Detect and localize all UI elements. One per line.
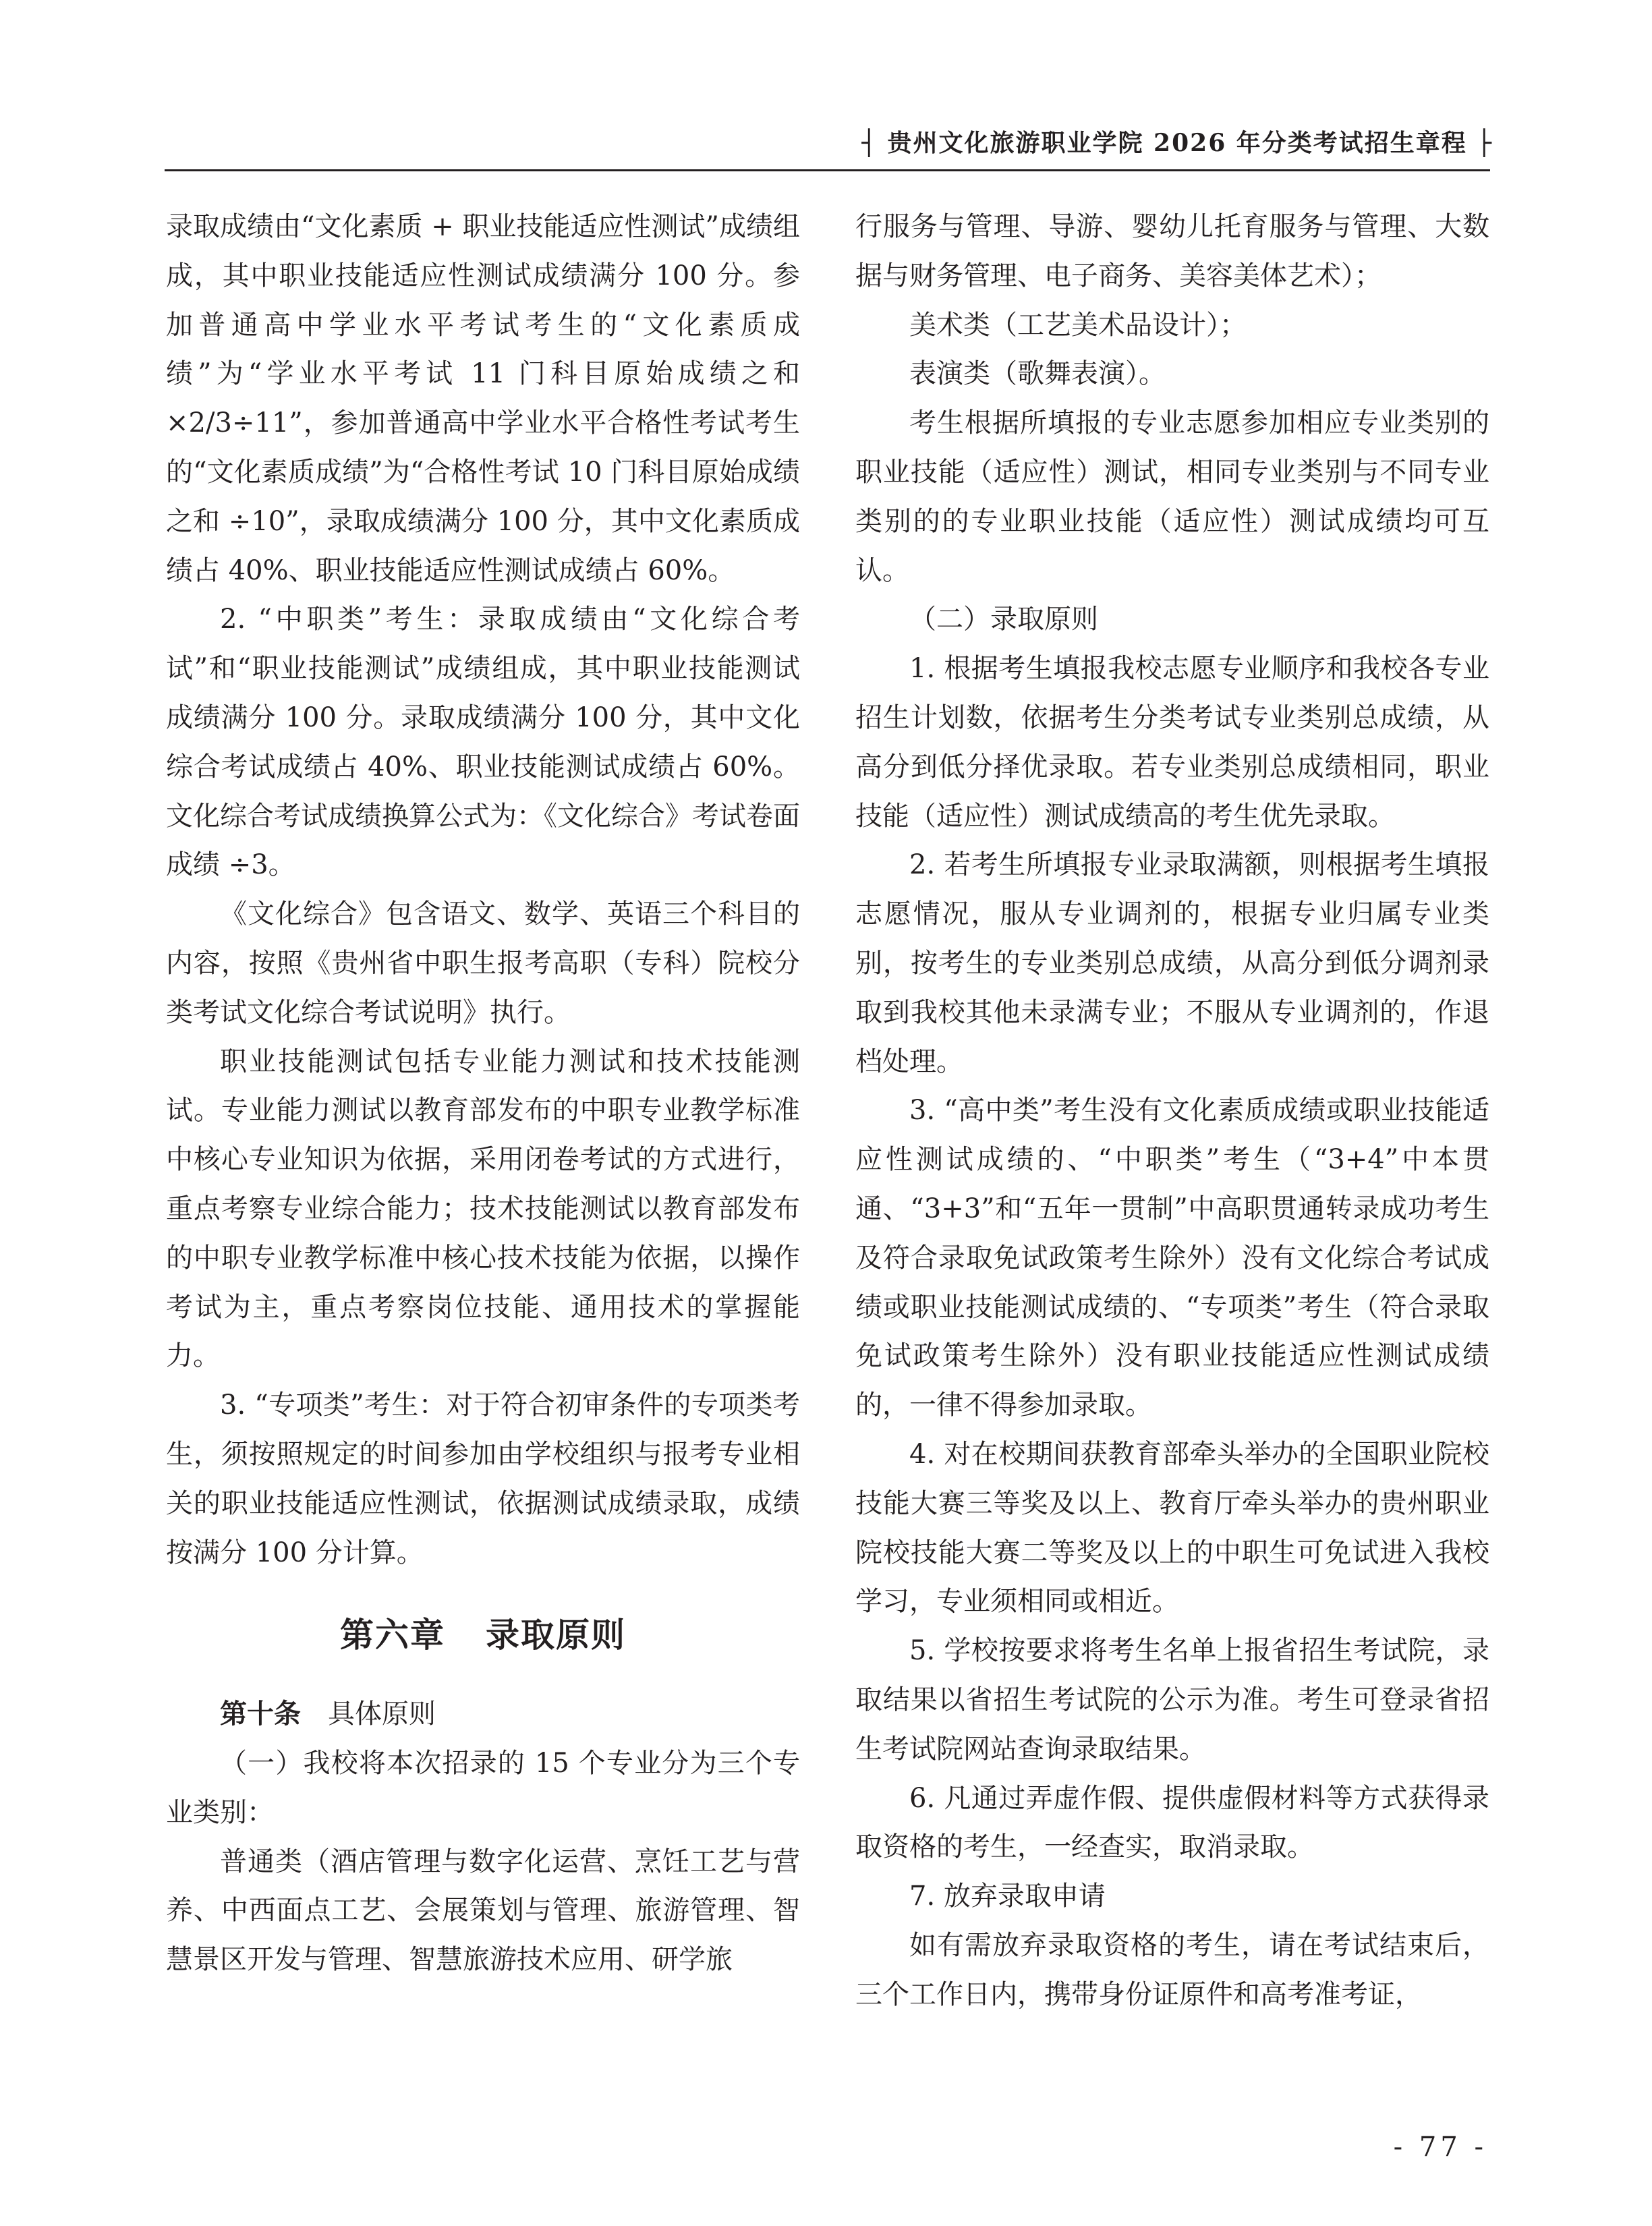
paragraph: 职业技能测试包括专业能力测试和技术技能测试。专业能力测试以教育部发布的中职专业教学标准中核心专业知识为依据，采用闭卷考试的方式进行，重点考察专业综合能力；技术技能测试以教育部发布的中职专业教学标准中核心技术技能为依据，以操作考试为主，重点考察岗位技能、通用技术的掌握能力。	[166, 1046, 800, 1372]
article-heading	[166, 1690, 800, 1739]
running-header: ┤ 贵州文化旅游职业学院 2026 年分类考试招生章程 ├	[861, 129, 1493, 157]
paragraph: 5. 学校按要求将考生名单上报省招生考试院，录取结果以省招生考试院的公示为准。考生可登录省招生考试院网站查询录取结果。	[855, 1635, 1489, 1765]
right-column	[855, 202, 1489, 2019]
paragraph: 行服务与管理、导游、婴幼儿托育服务与管理、大数据与财务管理、电子商务、美容美体艺术）；	[855, 211, 1489, 291]
header-rule	[165, 169, 1490, 171]
section-heading: （二）录取原则	[909, 604, 1098, 635]
chapter-heading	[166, 1611, 800, 1660]
paragraph: 《文化综合》包含语文、数学、英语三个科目的内容，按照《贵州省中职生报考高职（专科）院校分类考试文化综合考试说明》执行。	[166, 898, 800, 1028]
paragraph: 6. 凡通过弄虚作假、提供虚假材料等方式获得录取资格的考生，一经查实，取消录取。	[855, 1782, 1489, 1863]
paragraph: （一）我校将本次招录的 15 个专业分为三个专业类别：	[166, 1747, 800, 1828]
chapter-number: 第六章	[340, 1616, 445, 1655]
paragraph: 表演类（歌舞表演）。	[909, 358, 1166, 390]
paragraph: 普通类（酒店管理与数字化运营、烹饪工艺与营养、中西面点工艺、会展策划与管理、旅游管理、智慧景区开发与管理、智慧旅游技术应用、研学旅	[166, 1846, 800, 1976]
paragraph: 3. “专项类”考生：对于符合初审条件的专项类考生，须按照规定的时间参加由学校组织与报考专业相关的职业技能适应性测试，依据测试成绩录取，成绩按满分 100 分计算。	[166, 1390, 800, 1568]
left-column	[166, 202, 800, 1985]
article-title: 具体原则	[328, 1699, 436, 1730]
paragraph: 2. 若考生所填报专业录取满额，则根据考生填报志愿情况，服从专业调剂的，根据专业归属专业类别，按考生的专业类别总成绩，从高分到低分调剂录取到我校其他未录满专业；不服从专业调剂的，作退档处理。	[855, 849, 1489, 1077]
article-label: 第十条	[220, 1699, 301, 1730]
paragraph: 考生根据所填报的专业志愿参加相应专业类别的职业技能（适应性）测试，相同专业类别与不同专业类别的的专业职业技能（适应性）测试成绩均可互认。	[855, 407, 1489, 586]
paragraph: 7. 放弃录取申请	[909, 1881, 1106, 1912]
chapter-title: 录取原则	[486, 1616, 626, 1655]
paragraph: 2. “中职类”考生：录取成绩由“文化综合考试”和“职业技能测试”成绩组成，其中职业技能测试成绩满分 100 分。录取成绩满分 100 分，其中文化综合考试成绩占 40%、职业技能测试成绩占 60%。文化综合考试成绩换算公式为：《文化综合》考试卷面成绩 ÷3。	[166, 604, 800, 881]
paragraph: 4. 对在校期间获教育部牵头举办的全国职业院校技能大赛三等奖及以上、教育厅牵头举办的贵州职业院校技能大赛二等奖及以上的中职生可免试进入我校学习，专业须相同或相近。	[855, 1438, 1489, 1618]
paragraph: 美术类（工艺美术品设计）；	[909, 309, 1247, 341]
paragraph: 1. 根据考生填报我校志愿专业顺序和我校各专业招生计划数，依据考生分类考试专业类别总成绩，从高分到低分择优录取。若专业类别总成绩相同，职业技能（适应性）测试成绩高的考生优先录取。	[855, 653, 1489, 832]
page-number: - 77 -	[1393, 2132, 1487, 2163]
paragraph: 3. “高中类”考生没有文化素质成绩或职业技能适应性测试成绩的、“中职类”考生（“3+4”中本贯通、“3+3”和“五年一贯制”中高职贯通转录成功考生及符合录取免试政策考生除外）没有文化综合考试成绩或职业技能测试成绩的、“专项类”考生（符合录取免试政策考生除外）没有职业技能适应性测试成绩的，一律不得参加录取。	[855, 1095, 1489, 1421]
paragraph: 如有需放弃录取资格的考生，请在考试结束后，三个工作日内，携带身份证原件和高考准考证，	[855, 1929, 1489, 2010]
paragraph: 录取成绩由“文化素质 + 职业技能适应性测试”成绩组成，其中职业技能适应性测试成绩满分 100 分。参加普通高中学业水平考试考生的“文化素质成绩”为“学业水平考试 11 门科目原始成绩之和 ×2/3÷11”，参加普通高中学业水平合格性考试考生的“文化素质成绩”为“合格性考试 10 门科目原始成绩之和 ÷10”，录取成绩满分 100 分，其中文化素质成绩占 40%、职业技能适应性测试成绩占 60%。	[166, 211, 800, 586]
